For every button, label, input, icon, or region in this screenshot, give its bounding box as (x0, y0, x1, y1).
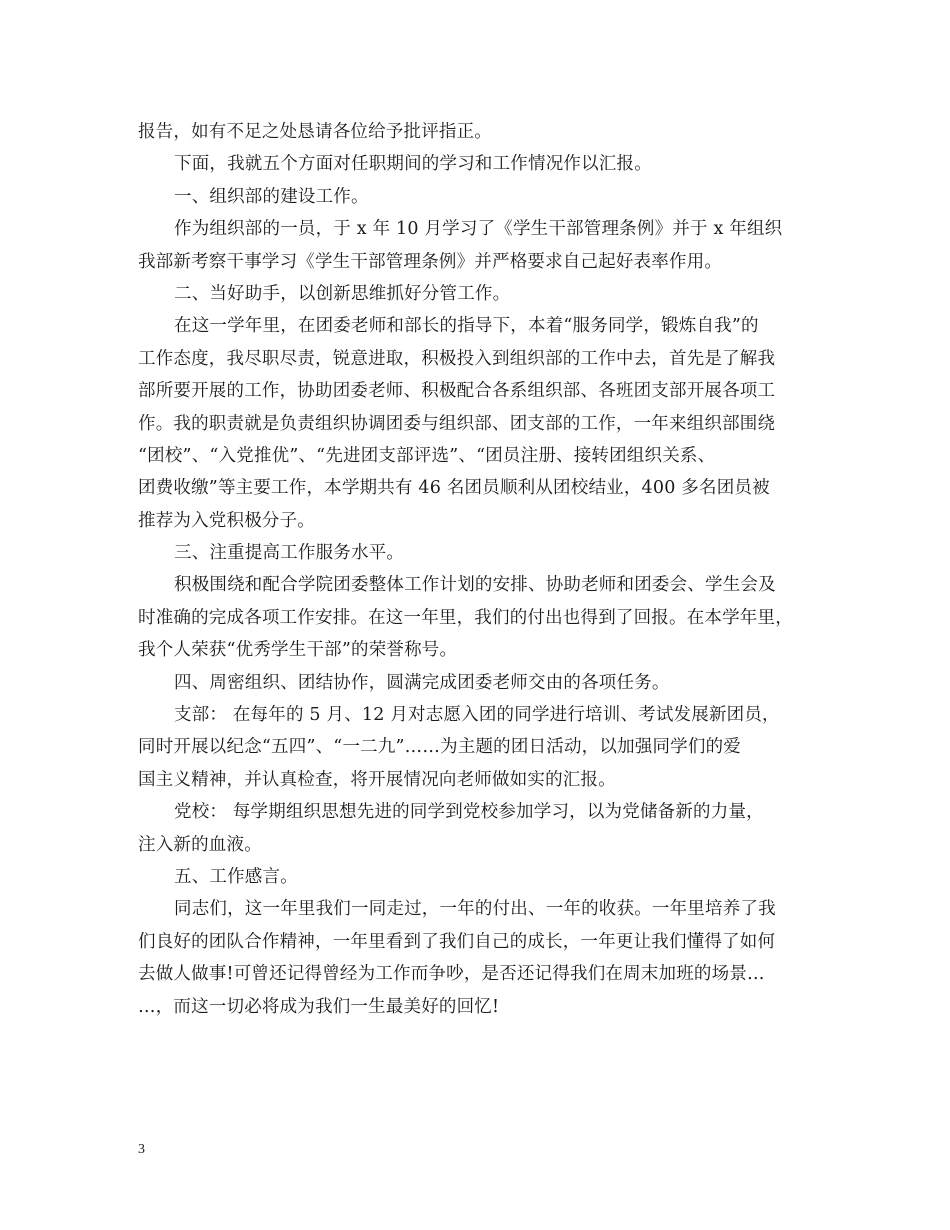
text-line: 注入新的血液。 (138, 834, 262, 855)
text-line: 们良好的团队合作精神，一年里看到了我们自己的成长，一年更让我们懂得了如何 (138, 931, 776, 952)
text-line: 在这一学年里，在团委老师和部长的指导下，本着“服务同学，锻炼自我”的 (174, 316, 759, 337)
text-line: 同时开展以纪念“五四”、“一二九”……为主题的团日活动，以加强同学们的爱 (138, 737, 741, 758)
text-line: 作。我的职责就是负责组织协调团委与组织部、团支部的工作，一年来组织部围绕 (138, 413, 776, 434)
text-line: 时准确的完成各项工作安排。在这一年里，我们的付出也得到了回报。在本学年里， (138, 607, 793, 628)
section-heading: 五、工作感言。 (174, 866, 298, 887)
text-line: 下面，我就五个方面对任职期间的学习和工作情况作以汇报。 (174, 154, 652, 175)
text-line: 同志们，这一年里我们一同走过，一年的付出、一年的收获。一年里培养了我 (174, 899, 776, 920)
text-line: 我部新考察干事学习《学生干部管理条例》并严格要求自己起好表率作用。 (138, 251, 723, 272)
page-number: 3 (138, 1142, 145, 1157)
text-line: 国主义精神，并认真检查，将开展情况向老师做如实的汇报。 (138, 769, 616, 790)
section-heading: 二、当好助手，以创新思维抓好分管工作。 (174, 283, 511, 304)
text-line: 支部： 在每年的 5 月、12 月对志愿入团的同学进行培训、考试发展新团员， (174, 705, 780, 726)
section-heading: 四、周密组织、团结协作，圆满完成团委老师交由的各项任务。 (174, 672, 670, 693)
text-line: 团费收缴”等主要工作，本学期共有 46 名团员顺利从团校结业，400 多名团员被 (138, 478, 770, 499)
text-line: 我个人荣获“优秀学生干部”的荣誉称号。 (138, 640, 458, 661)
text-line: 积极围绕和配合学院团委整体工作计划的安排、协助老师和团委会、学生会及 (174, 575, 776, 596)
text-line: 去做人做事!可曾还记得曾经为工作而争吵，是否还记得我们在周末加班的场景… (138, 964, 765, 985)
text-line: 工作态度，我尽职尽责，锐意进取，积极投入到组织部的工作中去，首先是了解我 (138, 348, 776, 369)
body-text (138, 116, 818, 1023)
text-line: 党校： 每学期组织思想先进的同学到党校参加学习，以为党储备新的力量， (174, 802, 764, 823)
text-line: 作为组织部的一员，于 x 年 10 月学习了《学生干部管理条例》并于 x 年组织 (174, 219, 783, 240)
text-line: 部所要开展的工作，协助团委老师、积极配合各系组织部、各班团支部开展各项工 (138, 381, 776, 402)
text-line: 推荐为入党积极分子。 (138, 510, 315, 531)
text-line: 报告，如有不足之处恳请各位给予批评指正。 (138, 122, 492, 142)
text-line: …，而这一切必将成为我们一生最美好的回忆! (138, 996, 500, 1017)
section-heading: 一、组织部的建设工作。 (174, 186, 369, 207)
section-heading: 三、注重提高工作服务水平。 (174, 543, 405, 564)
text-line: “团校”、“入党推优”、“先进团支部评选”、“团员注册、接转团组织关系、 (138, 445, 716, 466)
